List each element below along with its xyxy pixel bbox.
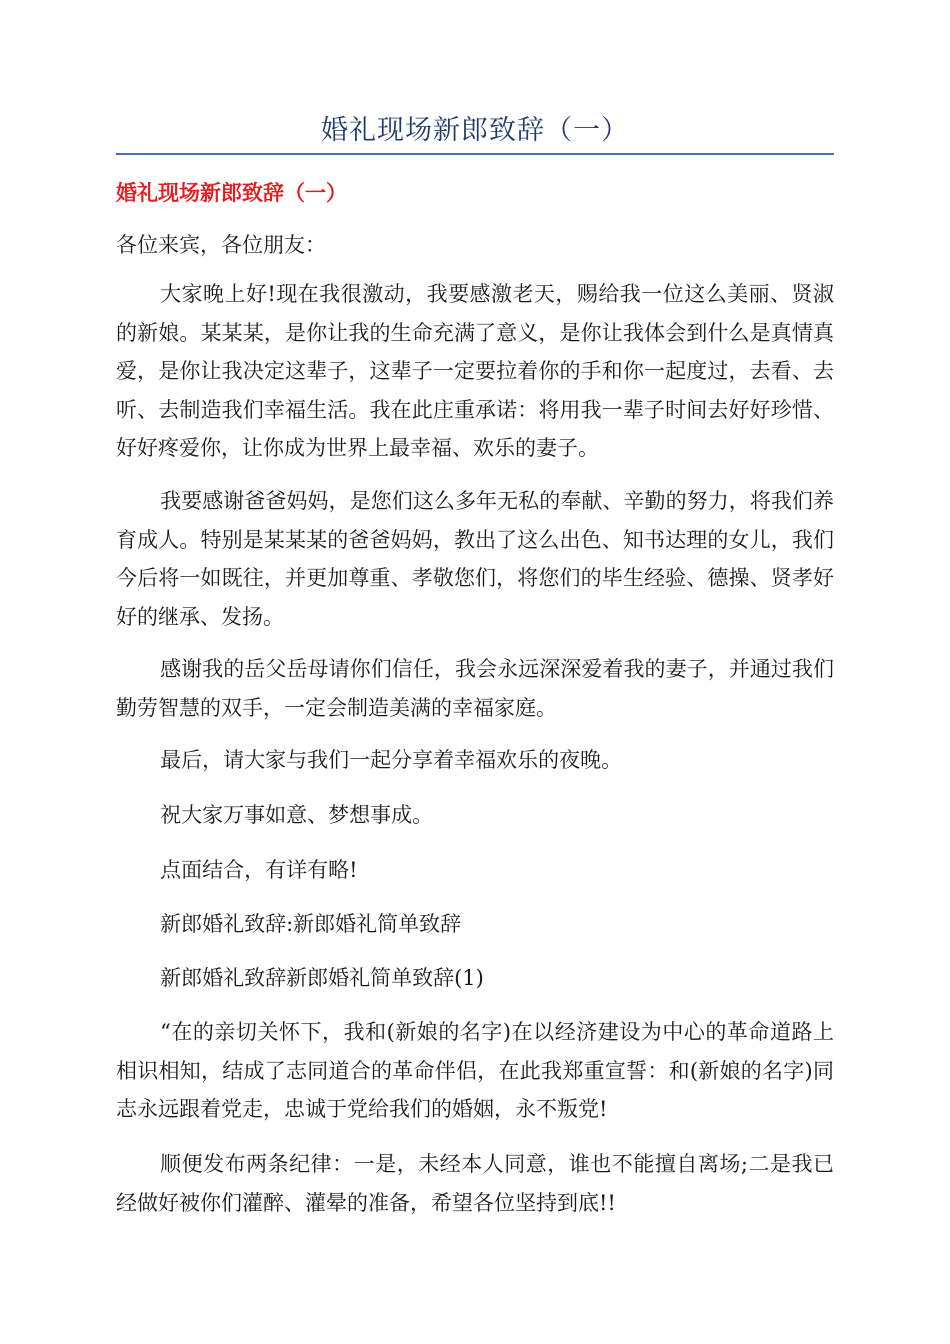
paragraph-6: 点面结合，有详有略! (160, 858, 358, 882)
paragraph-5: 祝大家万事如意、梦想事成。 (160, 803, 434, 827)
paragraph-10: 顺便发布两条纪律：一是，未经本人同意，谁也不能擅自离场;二是我已经做好被你们灌醉、灌晕的准备，希望各位坚持到底!! (116, 1152, 834, 1215)
paragraph-8: 新郎婚礼致辞新郎婚礼简单致辞(1) (160, 966, 484, 990)
paragraph-3: 感谢我的岳父岳母请你们信任，我会永远深深爱着我的妻子，并通过我们勤劳智慧的双手，一定会制造美满的幸福家庭。 (116, 657, 834, 720)
paragraph-4: 最后，请大家与我们一起分享着幸福欢乐的夜晚。 (160, 748, 623, 772)
salutation: 各位来宾，各位朋友： (116, 233, 326, 257)
paragraph-1: 大家晚上好!现在我很激动，我要感激老天，赐给我一位这么美丽、贤淑的新娘。某某某，是你让我的生命充满了意义，是你让我体会到什么是真情真爱，是你让我决定这辈子，这辈子一定要拉着你的手和你一起度过，去看、去听、去制造我们幸福生活。我在此庄重承诺：将用我一辈子时间去好好珍惜、好好疼爱你，让你成为世界上最幸福、欢乐的妻子。 (116, 282, 834, 460)
page-title: 婚礼现场新郎致辞（一） (321, 115, 629, 146)
paragraph-2: 我要感谢爸爸妈妈，是您们这么多年无私的奉献、辛勤的努力，将我们养育成人。特别是某某某的爸爸妈妈，教出了这么出色、知书达理的女儿，我们今后将一如既往，并更加尊重、孝敬您们，将您们的毕生经验、德操、贤孝好好的继承、发扬。 (116, 489, 834, 629)
paragraph-7: 新郎婚礼致辞:新郎婚礼简单致辞 (160, 912, 462, 936)
paragraph-9: “在的亲切关怀下，我和(新娘的名字)在以经济建设为中心的革命道路上相识相知，结成了志同道合的革命伴侣，在此我郑重宣誓：和(新娘的名字)同志永远跟着党走，忠诚于党给我们的婚姻，永不叛党! (116, 1020, 834, 1121)
title-divider (116, 153, 834, 155)
section-heading: 婚礼现场新郎致辞（一） (116, 181, 347, 205)
